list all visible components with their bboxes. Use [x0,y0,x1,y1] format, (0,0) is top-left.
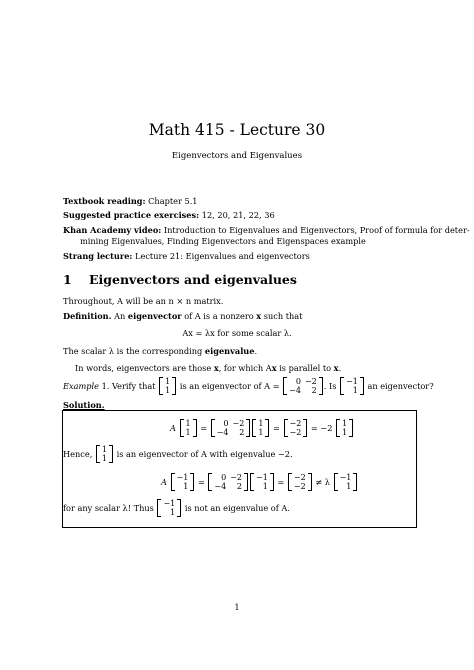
sol-A-2: A [161,477,167,487]
final-post: is not an eigenvalue of A. [184,503,290,513]
in-words-post: . [338,363,342,373]
sol-v2-a: −1 1 [171,473,195,491]
in-words-line [75,363,341,374]
sol-eq-1: = [200,423,208,433]
hence-pre: Hence, [63,449,93,459]
solution-equation-2 [161,470,358,494]
sol-neg2: = −2 [310,423,333,433]
example-mid: is an eigenvector of A = [179,381,280,391]
example-label: Example [63,381,99,391]
page-title: Math 415 - Lecture 30 [148,121,326,139]
definition-x: x [256,311,262,321]
sol-eq-2: = [273,423,280,433]
page-number: 1 [234,602,240,612]
definition-line [63,311,302,322]
exercises-label: Suggested practice exercises: [63,210,200,220]
in-words-mid2: is parallel to [279,363,332,373]
solution-equation-1 [170,416,354,440]
khan-label: Khan Academy video: [63,225,162,235]
sol-neq: ≠ λ [315,477,330,487]
sol-v1-b: 1 1 [252,419,269,437]
khan-line-1 [63,225,470,236]
in-words-x3: x [333,363,339,373]
definition-mid: of A is a nonzero [184,311,254,321]
section-title: Eigenvectors and eigenvalues [89,272,297,287]
textbook-label: Textbook reading: [63,196,146,206]
strang-line [63,251,310,262]
example-post: an eigenvector? [367,381,434,391]
final-pre: for any scalar λ! Thus [63,503,154,513]
section-number: 1 [63,272,72,287]
scalar-pre: The scalar λ is the corresponding [63,346,203,356]
in-words-mid: , for which A [218,363,272,373]
sol-v2-c: −1 1 [334,473,358,491]
matrix-v2: −1 1 [340,377,364,395]
definition-term: eigenvector [127,311,182,321]
sol-eq-4: = [277,477,285,487]
hence-v1: 1 1 [96,445,113,463]
example-is: . Is [323,381,337,391]
scalar-post: . [254,346,258,356]
scalar-term: eigenvalue [204,346,255,356]
sol-v1-a: 1 1 [180,419,197,437]
definition-equation: Ax = λx for some scalar λ. [182,328,292,338]
final-v2: −1 1 [157,499,181,517]
example-pre: Verify that [111,381,156,391]
sol-eq-3: = [197,477,205,487]
textbook-line [63,196,198,207]
sol-r1: −2 −2 [284,419,308,437]
sol-v1-c: 1 1 [336,419,353,437]
example-line [63,375,434,397]
sol-A-matrix-1: 0 −2 −4 2 [211,419,251,437]
section-heading [63,272,297,287]
in-words-x2: x [271,363,277,373]
in-words-x1: x [213,363,219,373]
matrix-A: 0 −2 −4 2 [283,377,323,395]
example-number: 1. [101,381,110,391]
page-subtitle: Eigenvectors and Eigenvalues [171,151,303,161]
sol-A-1: A [170,423,176,433]
strang-label: Strang lecture: [63,251,133,261]
strang-value: Lecture 21: Eigenvalues and eigenvectors [135,251,310,261]
solution-label: Solution. [63,400,105,410]
sol-v2-b: −1 1 [250,473,274,491]
khan-line-2: mining Eigenvalues, Finding Eigenvectors and Eigenspaces example [80,236,366,246]
scalar-line [63,346,257,357]
final-line [63,497,290,519]
exercises-value: 12, 20, 21, 22, 36 [201,210,275,220]
hence-line [63,443,293,465]
definition-label: Definition. [63,311,112,321]
definition-post: such that [263,311,303,321]
sol-A-matrix-2: 0 −2 −4 2 [208,473,248,491]
exercises-line [63,210,275,221]
throughout-line: Throughout, A will be an n × n matrix. [63,296,224,306]
definition-pre: An [114,311,126,321]
khan-value-1: Introduction to Eigenvalues and Eigenvectors, Proof of formula for deter- [163,225,470,235]
sol-r2: −2 −2 [288,473,312,491]
in-words-pre: In words, eigenvectors are those [75,363,212,373]
textbook-value: Chapter 5.1 [148,196,198,206]
hence-post: is an eigenvector of A with eigenvalue −2. [116,449,293,459]
matrix-v1: 1 1 [159,377,176,395]
